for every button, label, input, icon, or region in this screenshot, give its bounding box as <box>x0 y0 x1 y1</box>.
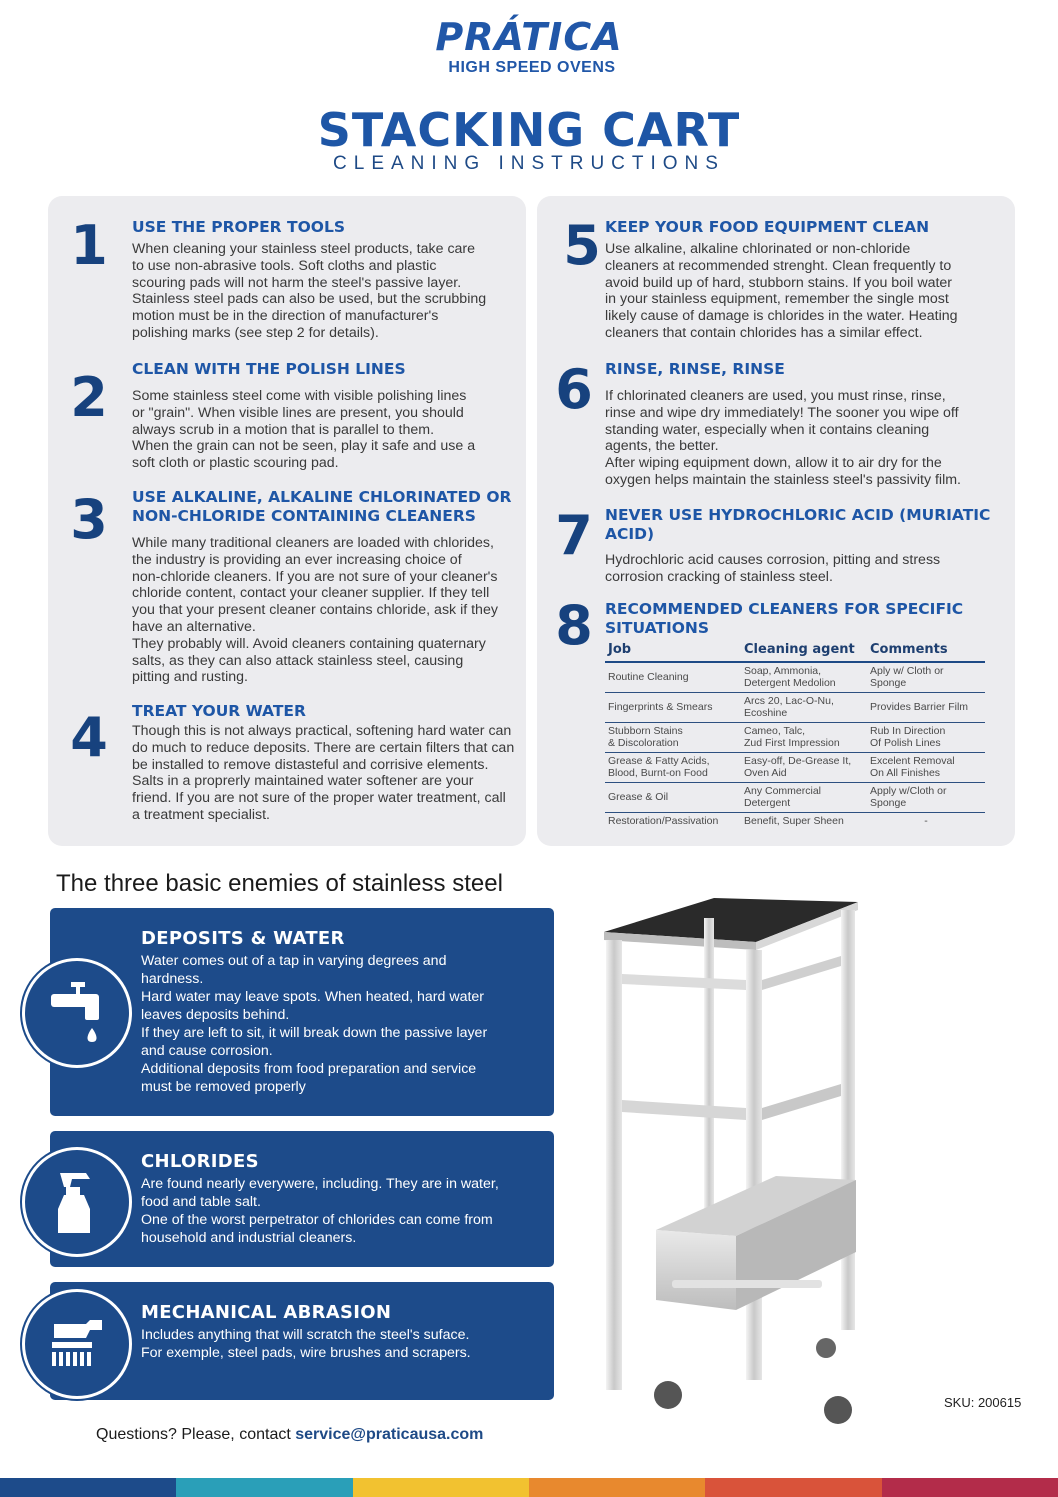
step-text: Some stainless steel come with visible polishing lines or "grain". When visible lines are present, you should always scrub in a motion that is parallel to them. When the grain can not be seen, play it safe and use a soft cloth or plastic scouring pad. <box>132 388 476 472</box>
step-text: If chlorinated cleaners are used, you must rinse, rinse, rinse and wipe dry immediately! The sooner you wipe off standing water, especially when it contains cleaning agents, the better. After wiping equipment down, allow it to air dry for the oxygen helps maintain the stainless steel's passivity film. <box>605 388 961 488</box>
color-segment <box>705 1478 881 1497</box>
step-number: 6 <box>555 358 593 421</box>
step-title: RINSE, RINSE, RINSE <box>605 360 785 378</box>
table-row <box>605 753 985 783</box>
table-cell: Any Commercial Detergent <box>741 783 867 813</box>
enemy-text: Includes anything that will scratch the steel's suface. For exemple, steel pads, wire brushes and scrapers. <box>141 1327 471 1361</box>
table-header-row <box>605 640 985 662</box>
step-title: NEVER USE HYDROCHLORIC ACID (MURIATIC ACID) <box>605 506 991 543</box>
table-cell: Cameo, Talc, Zud First Impression <box>741 723 867 753</box>
enemy-text: Are found nearly everywere, including. They are in water, food and table salt. One of the worst perpetrator of chlorides can come from household and industrial cleaners. <box>141 1176 499 1246</box>
table-row <box>605 783 985 813</box>
step-title: TREAT YOUR WATER <box>132 702 306 720</box>
table-cell: Benefit, Super Sheen <box>744 815 844 827</box>
table-cell: Fingerprints & Smears <box>605 693 741 723</box>
page-subtitle: CLEANING INSTRUCTIONS <box>333 153 725 174</box>
brand-name: PRÁTICA <box>435 15 623 59</box>
recommended-cleaners-table <box>605 640 985 831</box>
table-cell: Rub In Direction Of Polish Lines <box>867 723 985 753</box>
step-text: When cleaning your stainless steel products, take care to use non-abrasive tools. Soft cloths and plastic scouring pads will not harm the steel's passive layer. Stainless steel pads can also be used, but the scrubbing motion must be in the direction of manufacturer's polishing marks (see step 2 for details). <box>132 241 487 341</box>
enemy-card-chlorides <box>50 1131 554 1267</box>
table-cell: Provides Barrier Film <box>867 693 985 723</box>
table-cell: Excelent Removal On All Finishes <box>867 753 985 783</box>
contact-prefix: Questions? Please, contact <box>96 1426 296 1443</box>
contact-email-link[interactable]: service@praticausa.com <box>295 1426 484 1443</box>
instructions-panel-left <box>48 196 526 846</box>
column-header: Cleaning agent <box>741 640 867 662</box>
step-title: USE ALKALINE, ALKALINE CHLORINATED OR NON-CHLORIDE CONTAINING CLEANERS <box>132 488 512 525</box>
step-number: 4 <box>70 706 108 769</box>
faucet-icon <box>22 958 132 1068</box>
table-row <box>605 662 985 693</box>
table-cell: Stubborn Stains & Discoloration <box>605 723 741 753</box>
table-cell: Grease & Fatty Acids, Blood, Burnt-on Food <box>605 753 741 783</box>
column-header: Comments <box>867 640 985 662</box>
enemy-card-deposits-water <box>50 908 554 1116</box>
step-number: 1 <box>70 214 108 277</box>
page-title: STACKING CART <box>317 103 741 157</box>
enemy-title: CHLORIDES <box>141 1151 259 1172</box>
table-cell: Routine Cleaning <box>605 662 741 693</box>
table-cell: Soap, Ammonia, Detergent Medolion <box>741 662 867 693</box>
table-cell: - <box>924 815 928 827</box>
step-text: Hydrochloric acid causes corrosion, pitting and stress corrosion cracking of stainless steel. <box>605 552 941 585</box>
table-cell: Restoration/Passivation <box>608 815 719 827</box>
step-number: 7 <box>555 504 593 567</box>
step-title: RECOMMENDED CLEANERS FOR SPECIFIC SITUATIONS <box>605 600 964 637</box>
step-title: CLEAN WITH THE POLISH LINES <box>132 360 406 378</box>
step-text: While many traditional cleaners are loaded with chlorides, the industry is providing an ever increasing choice of non-chloride cleaners. If you are not sure of your cleaner's chloride content, contact your cleaner supplier. If they tell you that your present cleaner contains chloride, ask if they have an alternative. They probably will. Avoid cleaners containing quaternary salts, as they can also attack stainless steel, causing pitting and rusting. <box>132 535 498 686</box>
table-cell: Easy-off, De-Grease It, Oven Aid <box>741 753 867 783</box>
enemy-title: DEPOSITS & WATER <box>141 928 345 949</box>
table-row <box>605 723 985 753</box>
step-number: 8 <box>555 594 593 657</box>
brand-logo <box>0 14 1058 76</box>
step-title: USE THE PROPER TOOLS <box>132 218 345 236</box>
color-segment <box>353 1478 529 1497</box>
color-segment <box>176 1478 352 1497</box>
brand-tagline: HIGH SPEED OVENS <box>448 59 616 76</box>
color-segment <box>529 1478 705 1497</box>
table-cell: Arcs 20, Lac-O-Nu, Ecoshine <box>741 693 867 723</box>
table-row <box>605 813 985 831</box>
table-row <box>605 693 985 723</box>
step-number: 5 <box>563 214 601 277</box>
contact-line <box>96 1426 483 1444</box>
sku-label: SKU: 200615 <box>944 1395 1022 1410</box>
spray-bottle-icon <box>22 1147 132 1257</box>
step-title: KEEP YOUR FOOD EQUIPMENT CLEAN <box>605 218 930 236</box>
color-segment <box>882 1478 1058 1497</box>
table-cell: Aply w/ Cloth or Sponge <box>867 662 985 693</box>
step-text: Use alkaline, alkaline chlorinated or non-chloride cleaners at recommended strenght. Clean frequently to avoid build up of hard, stubborn stains. If you boil water in your stainless equipment, remember the single most likely cause of damage is chlorides in the water. Heating cleaners that contain chlorides has a similar effect. <box>605 241 958 341</box>
color-segment <box>0 1478 176 1497</box>
table-cell: Grease & Oil <box>605 783 741 813</box>
stacking-cart-image <box>596 890 1036 1450</box>
footer-color-bar <box>0 1478 1058 1497</box>
step-number: 3 <box>70 488 108 551</box>
step-number: 2 <box>70 366 108 429</box>
instructions-panel-right <box>537 196 1015 846</box>
step-text: Though this is not always practical, softening hard water can do much to reduce deposits. There are certain filters that can be installed to remove distasteful and corrisive elements. Salts in a proprerly maintained water softener are your friend. If you are not sure of the proper water treatment, call a treatment specialist. <box>132 723 515 823</box>
table-cell: Apply w/Cloth or Sponge <box>867 783 985 813</box>
enemy-title: MECHANICAL ABRASION <box>141 1302 392 1323</box>
column-header: Job <box>605 640 741 662</box>
enemy-text: Water comes out of a tap in varying degrees and hardness. Hard water may leave spots. When heated, hard water leaves deposits behind. If they are left to sit, it will break down the passive layer and cause corrosion. Additional deposits from food preparation and service must be removed properly <box>141 953 488 1095</box>
scrub-brush-icon <box>22 1289 132 1399</box>
enemy-card-mechanical-abrasion <box>50 1282 554 1400</box>
enemies-heading: The three basic enemies of stainless steel <box>56 870 503 897</box>
